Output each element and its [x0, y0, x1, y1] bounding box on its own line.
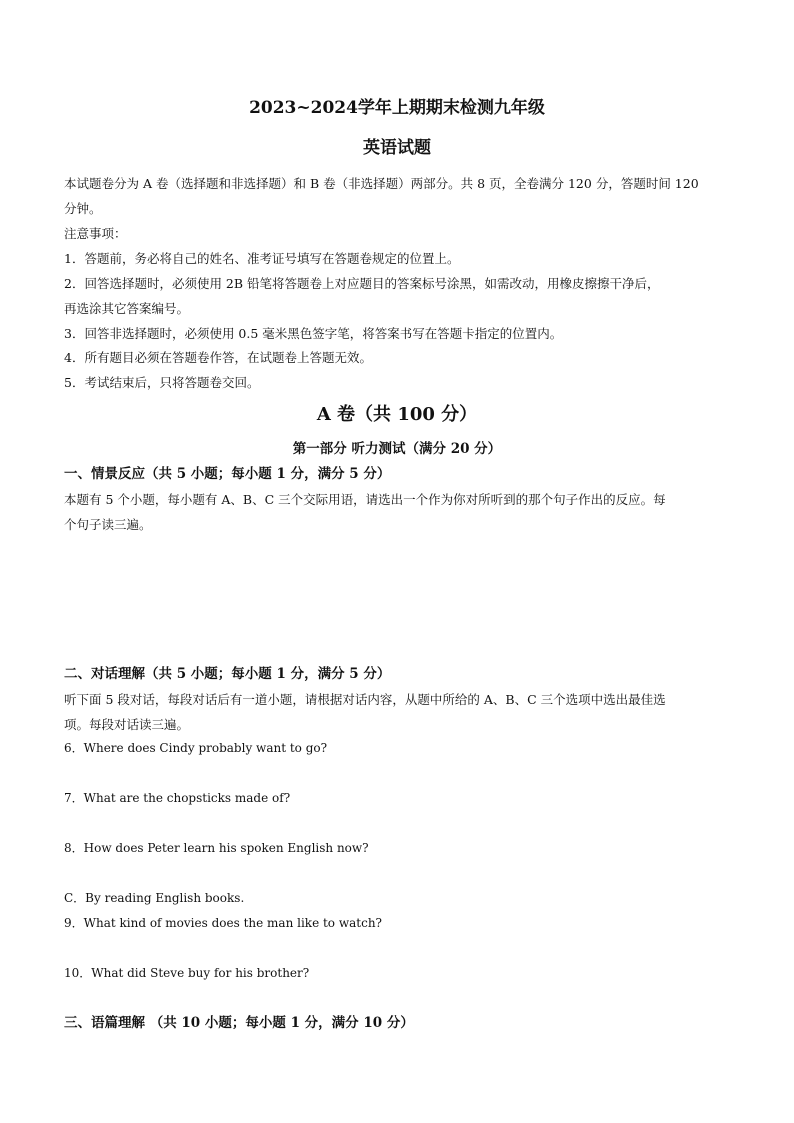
section-2-desc-2: 项。每段对话读三遍。	[64, 717, 190, 732]
note-3: 3．回答非选择题时，必须使用 0.5 毫米黑色签字笔，将答案书写在答题卡指定的位置内。	[64, 326, 563, 341]
question-8-option-c: C．By reading English books.	[64, 891, 245, 905]
question-6-stem: 6．Where does Cindy probably want to go?	[64, 741, 328, 755]
part-1-title: 第一部分 听力测试（满分 20 分）	[292, 441, 502, 457]
note-2b: 再选涂其它答案编号。	[64, 301, 190, 316]
section-1-heading: 一、情景反应（共 5 小题；每小题 1 分，满分 5 分）	[64, 466, 391, 482]
intro-line-1: 本试题卷分为 A 卷（选择题和非选择题）和 B 卷（非选择题）两部分。共 8 页，全卷满分 120 分，答题时间 120	[64, 176, 699, 191]
question-7-stem: 7．What are the chopsticks made of?	[64, 791, 291, 805]
section-1-desc-1: 本题有 5 个小题，每小题有 A、B、C 三个交际用语，请选出一个作为你对所听到的那个句子作出的反应。每	[64, 492, 666, 507]
volume-a-title: A 卷（共 100 分）	[316, 404, 478, 425]
note-2a: 2．回答选择题时，必须使用 2B 铅笔将答题卷上对应题目的答案标号涂黑，如需改动，用橡皮擦擦干净后，	[64, 276, 660, 291]
note-4: 4．所有题目必须在答题卷作答，在试题卷上答题无效。	[64, 350, 372, 365]
section-3-heading: 三、语篇理解 （共 10 小题；每小题 1 分，满分 10 分）	[64, 1015, 414, 1031]
section-2-desc-1: 听下面 5 段对话，每段对话后有一道小题，请根据对话内容，从题中所给的 A、B、C 三个选项中选出最佳选	[64, 692, 666, 707]
question-9-stem: 9．What kind of movies does the man like to watch?	[64, 916, 382, 930]
question-10-stem: 10．What did Steve buy for his brother?	[64, 966, 310, 980]
note-5: 5．考试结束后，只将答题卷交回。	[64, 375, 260, 390]
exam-title: 2023~2024学年上期期末检测九年级	[249, 98, 545, 118]
intro-line-2: 分钟。	[64, 201, 102, 216]
note-1: 1．答题前，务必将自己的姓名、准考证号填写在答题卷规定的位置上。	[64, 251, 460, 266]
section-2-heading: 二、对话理解（共 5 小题；每小题 1 分，满分 5 分）	[64, 666, 391, 682]
subject-title: 英语试题	[363, 138, 431, 158]
section-1-desc-2: 个句子读三遍。	[64, 517, 152, 532]
question-8-stem: 8．How does Peter learn his spoken English now?	[64, 841, 369, 855]
notes-heading: 注意事项：	[64, 226, 127, 241]
